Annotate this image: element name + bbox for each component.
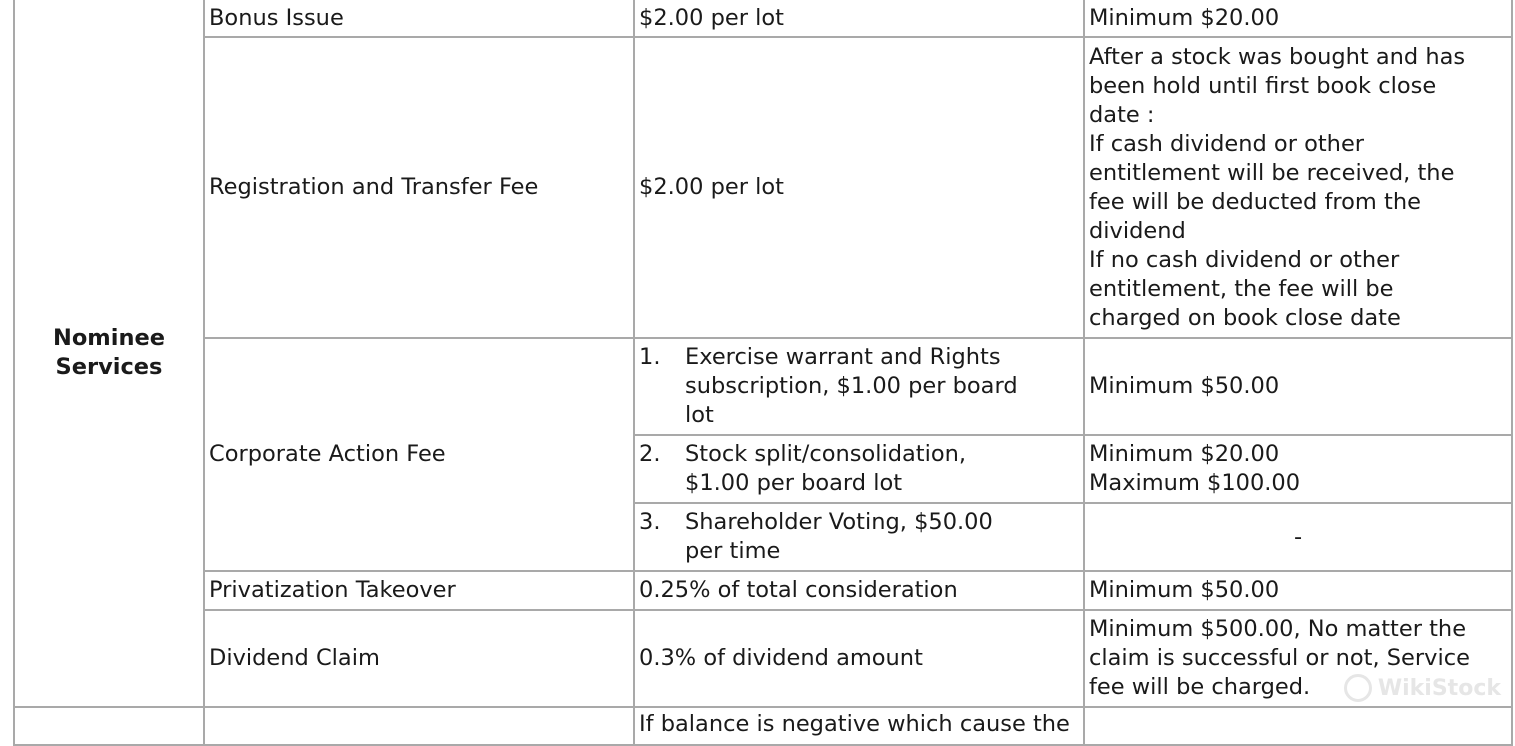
- list-number: 3.: [639, 509, 661, 535]
- item-line: subscription, $1.00 per board: [685, 373, 1018, 399]
- bonus-issue-name-cell: [203, 0, 635, 38]
- corporate-item-3-note: -: [1293, 523, 1303, 550]
- list-number: 1.: [639, 344, 661, 370]
- privatization-name-cell: [203, 570, 635, 611]
- registration-name: Registration and Transfer Fee: [209, 174, 539, 200]
- section-label-line-1: Nominee: [53, 325, 165, 351]
- corporate-item-2-cell: [633, 434, 1085, 504]
- note-line: Maximum $100.00: [1089, 470, 1301, 496]
- note-line: Minimum $500.00, No matter the: [1089, 616, 1467, 642]
- bonus-issue-note: Minimum $20.00: [1089, 4, 1280, 31]
- bonus-issue-name: Bonus Issue: [209, 4, 344, 31]
- privatization-note: Minimum $50.00: [1089, 577, 1280, 603]
- privatization-fee: 0.25% of total consideration: [639, 577, 958, 603]
- note-line: claim is successful or not, Service: [1089, 645, 1470, 671]
- corporate-item-1-note-cell: [1083, 337, 1513, 436]
- item-line: Shareholder Voting, $50.00: [685, 509, 993, 535]
- registration-note-line: entitlement will be received, the: [1089, 159, 1455, 186]
- next-name-cell: [203, 706, 635, 746]
- bonus-issue-fee: $2.00 per lot: [639, 4, 784, 31]
- registration-note-line: If no cash dividend or other: [1089, 246, 1400, 273]
- registration-fee: $2.00 per lot: [639, 174, 784, 200]
- bonus-issue-fee-cell: [633, 0, 1085, 38]
- watermark: [1344, 674, 1501, 702]
- dividend-claim-name-cell: [203, 609, 635, 708]
- registration-note-line: been hold until first book close: [1089, 72, 1437, 99]
- corporate-item-3-note-cell: [1083, 502, 1513, 572]
- corporate-item-2-note: [1089, 440, 1300, 498]
- section-label: [53, 324, 165, 382]
- registration-name-cell: [203, 36, 635, 339]
- registration-note-line: entitlement, the fee will be: [1089, 275, 1394, 302]
- registration-fee-cell: [633, 36, 1085, 339]
- section-label-cell: [13, 0, 205, 708]
- corporate-item-2-text: [685, 440, 1079, 498]
- privatization-note-cell: [1083, 570, 1513, 611]
- list-number: 2.: [639, 441, 661, 467]
- privatization-fee-cell: [633, 570, 1085, 611]
- registration-note-line: If cash dividend or other: [1089, 130, 1365, 157]
- registration-note-line: date :: [1089, 101, 1155, 128]
- corporate-item-1-cell: [633, 337, 1085, 436]
- privatization-name: Privatization Takeover: [209, 577, 456, 603]
- next-fee-partial: If balance is negative which cause the: [639, 711, 1070, 737]
- registration-note-line: fee will be deducted from the: [1089, 188, 1421, 215]
- registration-note: [1089, 43, 1465, 333]
- watermark-text: WikiStock: [1377, 675, 1501, 701]
- corporate-item-1-note: Minimum $50.00: [1089, 373, 1280, 399]
- corporate-item-2-note-cell: [1083, 434, 1513, 504]
- next-note-cell: [1083, 706, 1513, 746]
- corporate-action-name-cell: [203, 337, 635, 572]
- item-line: Stock split/consolidation,: [685, 441, 967, 467]
- corporate-item-3: [639, 508, 1079, 566]
- item-line: per time: [685, 538, 781, 564]
- dividend-claim-fee-cell: [633, 609, 1085, 708]
- registration-note-line: dividend: [1089, 217, 1186, 244]
- watermark-logo-icon: [1344, 674, 1372, 702]
- registration-note-line: After a stock was bought and has: [1089, 43, 1466, 70]
- bonus-issue-note-cell: [1083, 0, 1513, 38]
- item-line: Exercise warrant and Rights: [685, 344, 1001, 370]
- note-line: fee will be charged.: [1089, 674, 1311, 700]
- section-label-line-2: Services: [55, 354, 163, 380]
- item-line: lot: [685, 402, 714, 428]
- dividend-claim-fee: 0.3% of dividend amount: [639, 645, 923, 671]
- corporate-item-2: [639, 440, 1079, 498]
- corporate-action-name: Corporate Action Fee: [209, 441, 446, 467]
- registration-note-cell: [1083, 36, 1513, 339]
- corporate-item-3-text: [685, 508, 1079, 566]
- dividend-claim-name: Dividend Claim: [209, 645, 380, 671]
- item-line: $1.00 per board lot: [685, 470, 903, 496]
- note-line: Minimum $20.00: [1089, 441, 1280, 467]
- registration-note-line: charged on book close date: [1089, 304, 1401, 331]
- corporate-item-1: [639, 343, 1079, 430]
- next-fee-cell: [633, 706, 1085, 746]
- corporate-item-1-text: [685, 343, 1079, 430]
- next-section-cell: [13, 706, 205, 746]
- corporate-item-3-cell: [633, 502, 1085, 572]
